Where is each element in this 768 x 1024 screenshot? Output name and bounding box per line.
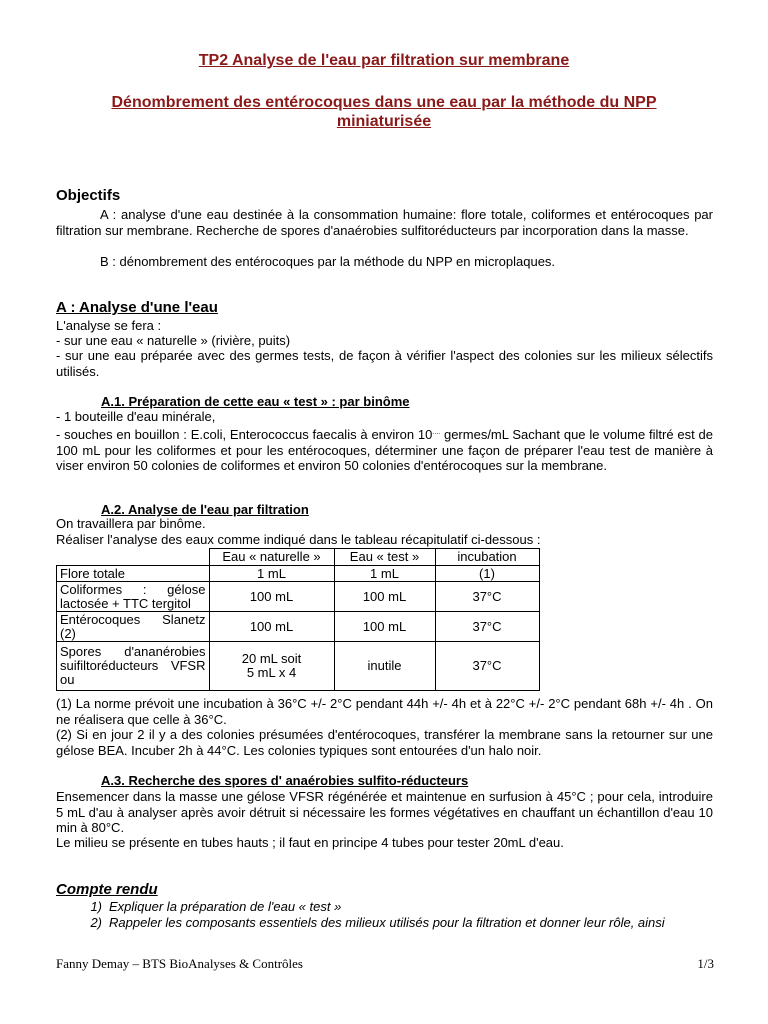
table-cell: [209, 642, 334, 691]
a1-line-2-post: germes/mL Sachant que le volume filtré est de 100 mL pour les coliformes et pour les entérocoques, déterminer une façon de préparer l'eau test de manière à viser environ 50 colonies de coliformes et environ 50 colonies d'entérocoques sur la membrane.: [56, 427, 713, 473]
section-a-item-1: - sur une eau « naturelle » (rivière, puits): [56, 333, 291, 348]
a1-exponent: ....: [432, 429, 441, 436]
a2-heading: A.2. Analyse de l'eau par filtration: [101, 502, 309, 517]
table-header: Eau « naturelle »: [209, 549, 334, 566]
table-cell: 100 mL: [334, 582, 435, 612]
table-corner: [57, 549, 210, 566]
a1-line-2: [56, 425, 713, 474]
list-item-text: Expliquer la préparation de l'eau « test »: [109, 899, 342, 914]
a2-note-1: (1) La norme prévoit une incubation à 36°C +/- 2°C pendant 44h +/- 4h et à 22°C +/- 2°C pendant 68h +/- 4h . On ne réalisera que celle à 36°C.: [56, 696, 713, 727]
list-item: [56, 899, 341, 915]
table-header: Eau « test »: [334, 549, 435, 566]
a1-line-2-pre: - souches en bouillon : E.coli, Enterococcus faecalis à environ 10: [56, 427, 433, 442]
a3-paragraph-2: Le milieu se présente en tubes hauts ; il faut en principe 4 tubes pour tester 20mL d'eau.: [56, 835, 564, 850]
list-item-text: Rappeler les composants essentiels des milieux utilisés pour la filtration et donner leur rôle, ainsi: [109, 915, 665, 930]
table-row: [57, 642, 540, 691]
page-number: 1/3: [697, 956, 714, 971]
subtitle-line-2: miniaturisée: [336, 113, 432, 130]
footer-author: Fanny Demay – BTS BioAnalyses & Contrôles: [56, 956, 303, 971]
table-row-label: Coliformes : gélose lactosée + TTC tergitol: [57, 582, 210, 612]
table-cell: 37°C: [435, 612, 539, 642]
table-row-label: Spores d'ananérobies suifiltoréducteurs VFSR ou: [57, 642, 210, 691]
table-cell: 37°C: [435, 582, 539, 612]
a3-heading: A.3. Recherche des spores d' anaérobies sulfito-réducteurs: [101, 773, 469, 788]
a2-line-2: Réaliser l'analyse des eaux comme indiqué dans le tableau récapitulatif ci-dessous :: [56, 532, 541, 547]
section-a-heading-text: A : Analyse d'une l'eau: [56, 299, 218, 316]
recap-table: [56, 548, 540, 691]
subtitle-line-1: Dénombrement des entérocoques dans une eau par la méthode du NPP: [111, 94, 657, 111]
table-cell: 1 mL: [209, 566, 334, 582]
list-item-number: 2): [90, 915, 102, 930]
table-row-label: Entérocoques Slanetz (2): [57, 612, 210, 642]
document-subtitle: [56, 93, 712, 131]
a1-line-1: - 1 bouteille d'eau minérale,: [56, 409, 216, 424]
table-row-label: Flore totale: [57, 566, 210, 582]
list-item: [56, 915, 665, 931]
table-cell: (1): [435, 566, 539, 582]
table-header-row: [57, 549, 540, 566]
page-footer: [56, 956, 714, 972]
a2-note-2: (2) Si en jour 2 il y a des colonies présumées d'entérocoques, transférer la membrane sans la retourner sur une gélose BEA. Incuber 2h à 44°C. Les colonies typiques sont entourées d'un halo noir.: [56, 727, 713, 758]
table-row: [57, 566, 540, 582]
section-a-heading: [56, 299, 218, 316]
table-cell: 1 mL: [334, 566, 435, 582]
a3-paragraph-1: Ensemencer dans la masse une gélose VFSR régénérée et maintenue en surfusion à 45°C ; pour cela, introduire 5 mL d'au à analyser après avoir détruit si nécessaire les formes végétatives en chauffant un échantillon d'eau 10 min à 80°C.: [56, 789, 713, 835]
table-cell: 100 mL: [209, 612, 334, 642]
objectif-b: B : dénombrement des entérocoques par la méthode du NPP en microplaques.: [100, 254, 556, 269]
a1-heading: A.1. Préparation de cette eau « test » : par binôme: [101, 394, 410, 409]
compte-rendu-heading: Compte rendu: [56, 881, 158, 898]
objectifs-heading: Objectifs: [56, 187, 121, 204]
section-a-item-2: - sur une eau préparée avec des germes tests, de façon à vérifier l'aspect des colonies sur les milieux sélectifs utilisés.: [56, 348, 713, 379]
table-cell: 37°C: [435, 642, 539, 691]
table-header: incubation: [435, 549, 539, 566]
a2-line-1: On travaillera par binôme.: [56, 516, 206, 531]
table-cell: 100 mL: [334, 612, 435, 642]
table-cell: 100 mL: [209, 582, 334, 612]
objectif-a: A : analyse d'une eau destinée à la consommation humaine: flore totale, coliformes et entérocoques par filtration sur membrane. Recherche de spores d'anaérobies sulfitoréducteurs par incorporation dans la masse.: [56, 207, 713, 238]
table-row: [57, 582, 540, 612]
table-cell-line: 5 mL x 4: [246, 665, 297, 680]
table-cell: inutile: [334, 642, 435, 691]
table-row: [57, 612, 540, 642]
document-title: TP2 Analyse de l'eau par filtration sur membrane: [198, 52, 570, 69]
table-cell-line: 20 mL soit: [241, 651, 302, 666]
section-a-intro: L'analyse se fera :: [56, 318, 162, 333]
list-item-number: 1): [90, 899, 102, 914]
